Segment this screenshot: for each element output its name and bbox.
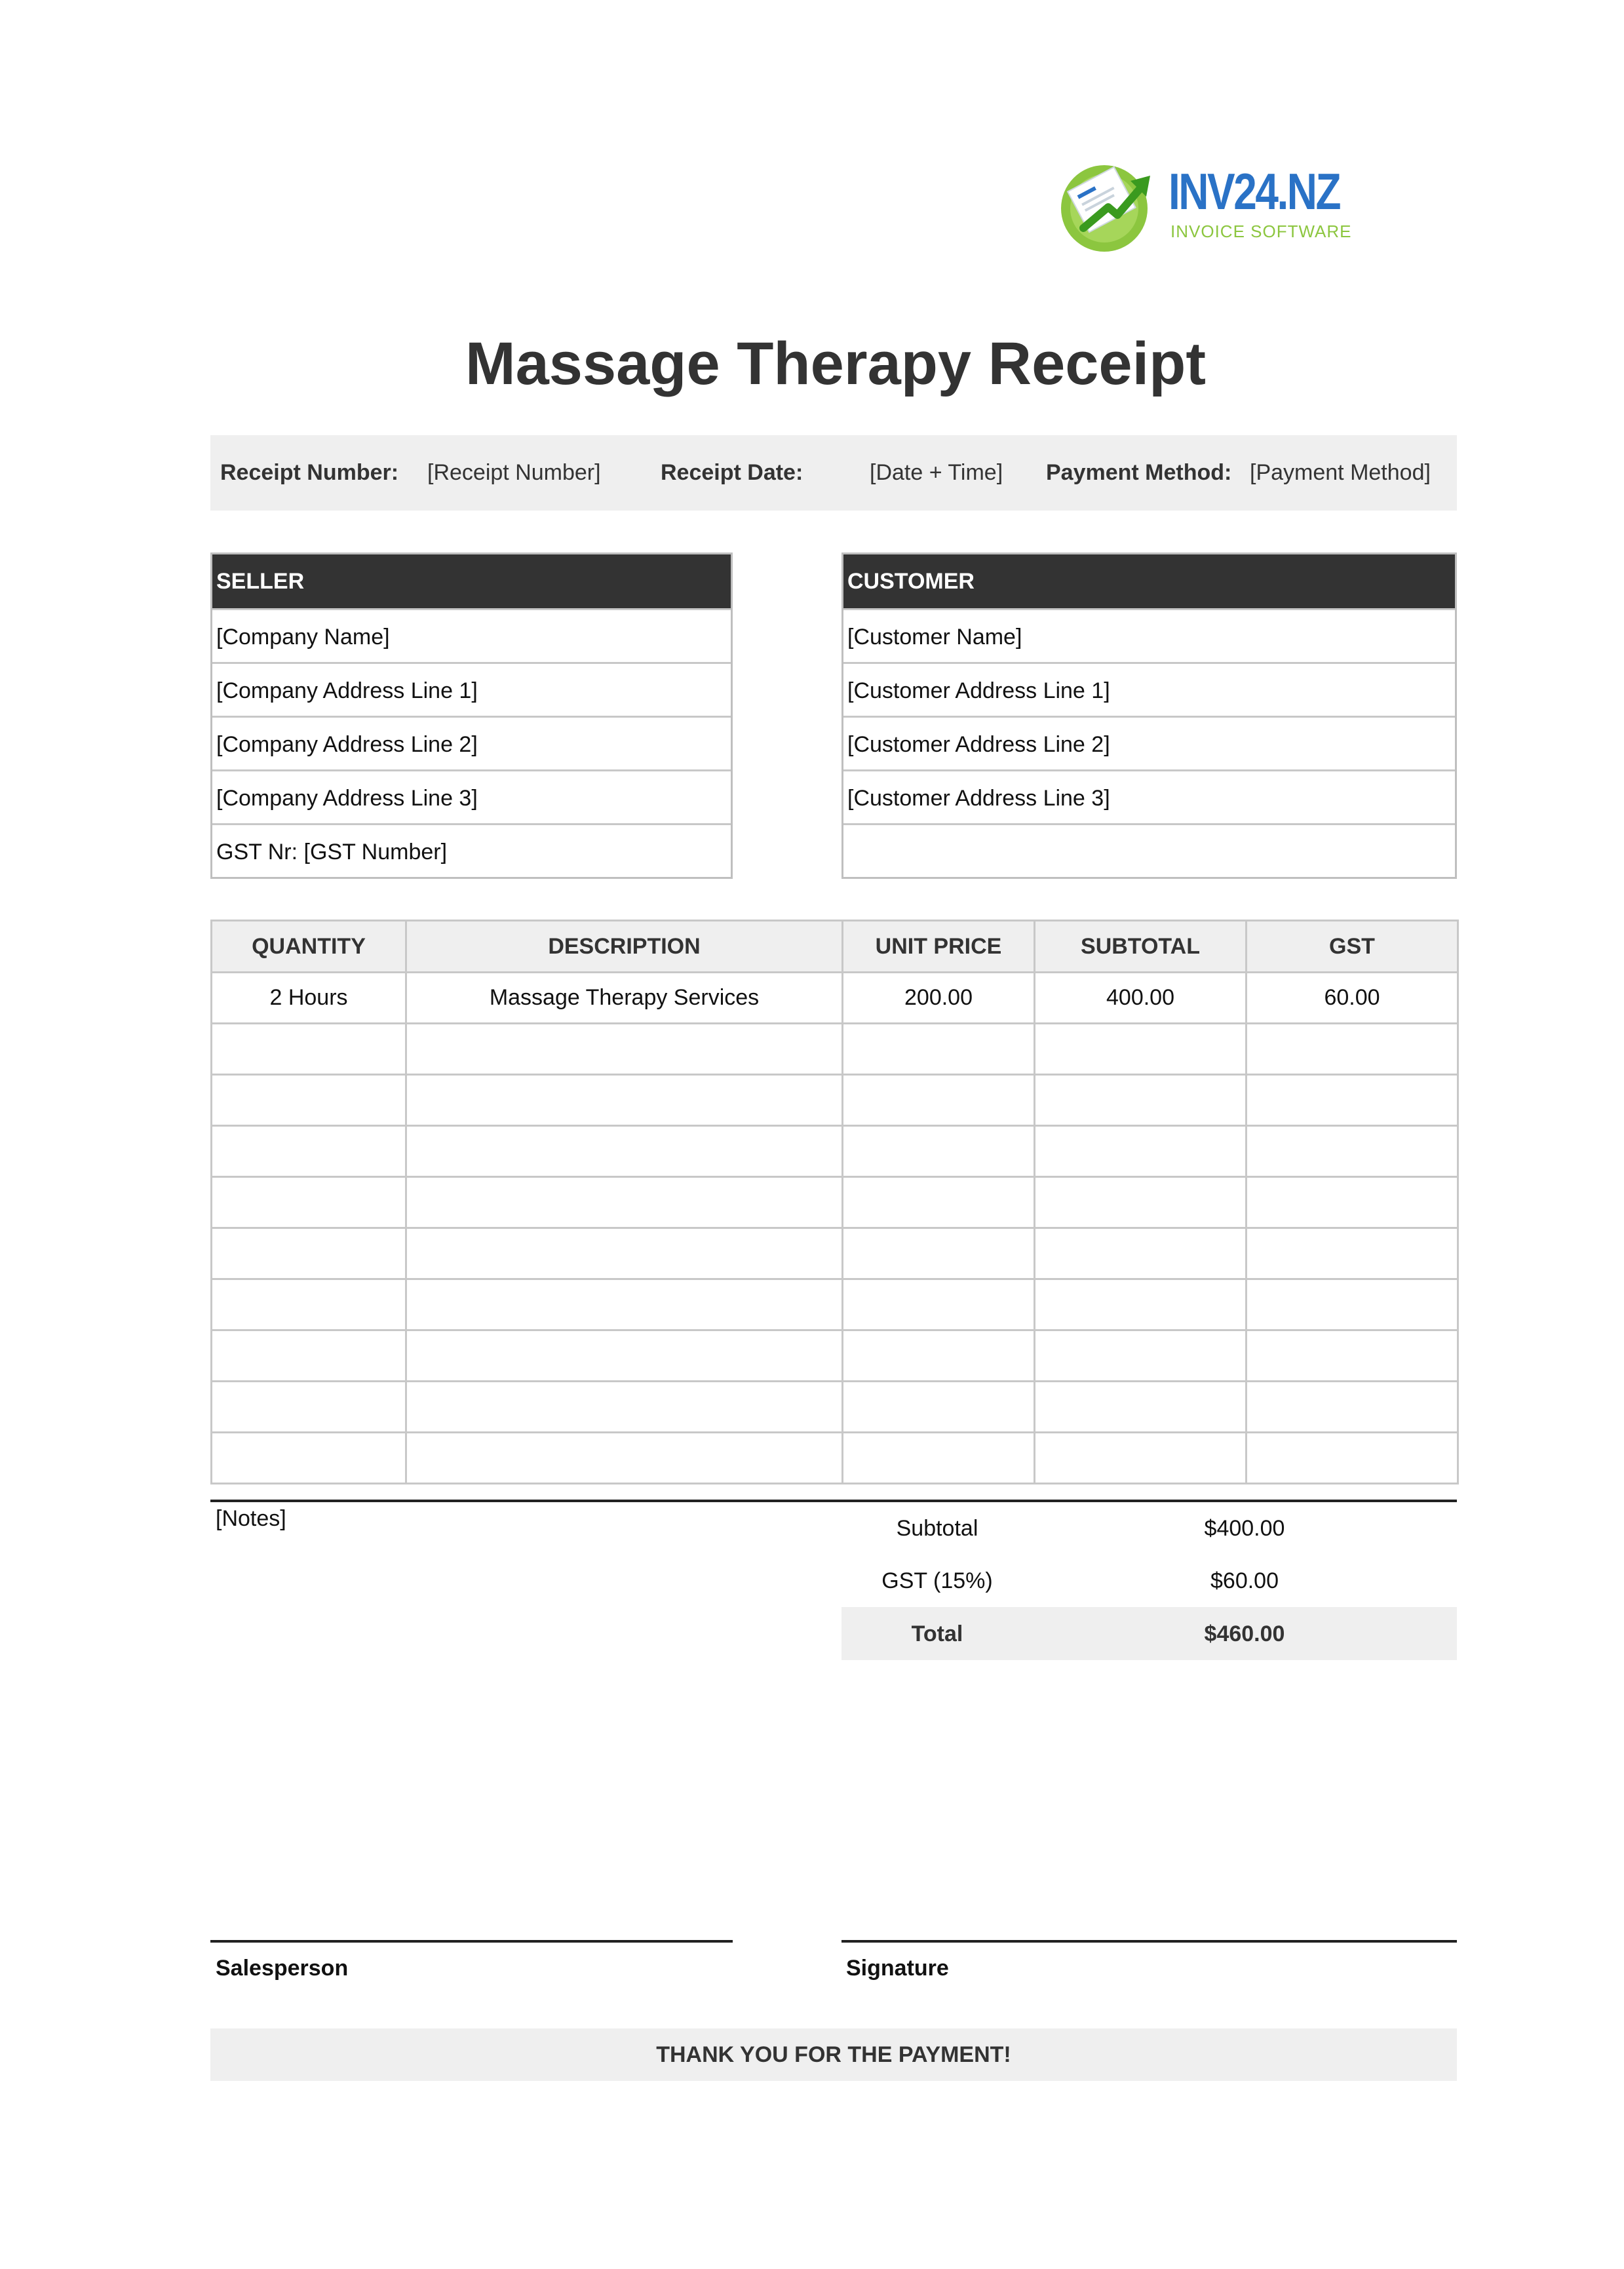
cell-description	[406, 1382, 843, 1433]
header-subtotal: SUBTOTAL	[1035, 921, 1247, 973]
total-value: $460.00	[1204, 1621, 1285, 1646]
table-row	[212, 973, 1458, 1024]
cell-unit-price	[843, 1433, 1035, 1484]
cell-quantity	[212, 1177, 406, 1228]
customer-extra-line	[843, 823, 1455, 877]
cell-description	[406, 1126, 843, 1177]
cell-unit-price: 200.00	[843, 973, 1035, 1024]
receipt-date-label: Receipt Date:	[661, 460, 803, 485]
cell-unit-price	[843, 1075, 1035, 1126]
cell-gst	[1247, 1075, 1458, 1126]
payment-method-label: Payment Method:	[1046, 460, 1232, 485]
cell-subtotal	[1035, 1279, 1247, 1330]
cell-description: Massage Therapy Services	[406, 973, 843, 1024]
header-quantity: QUANTITY	[212, 921, 406, 973]
table-row	[212, 1177, 1458, 1228]
cell-quantity	[212, 1228, 406, 1279]
cell-unit-price	[843, 1330, 1035, 1382]
cell-quantity	[212, 1024, 406, 1075]
salesperson-line	[210, 1940, 733, 1943]
receipt-number-value: [Receipt Number]	[427, 460, 601, 485]
cell-unit-price	[843, 1228, 1035, 1279]
cell-gst	[1247, 1433, 1458, 1484]
header-description: DESCRIPTION	[406, 921, 843, 973]
cell-unit-price	[843, 1382, 1035, 1433]
cell-description	[406, 1177, 843, 1228]
cell-quantity: 2 Hours	[212, 973, 406, 1024]
cell-quantity	[212, 1382, 406, 1433]
subtotal-label: Subtotal	[896, 1516, 978, 1541]
gst-value: $60.00	[1210, 1568, 1279, 1593]
cell-gst	[1247, 1228, 1458, 1279]
seller-address-line-3: [Company Address Line 3]	[212, 769, 731, 823]
customer-header: CUSTOMER	[843, 554, 1455, 608]
cell-gst	[1247, 1382, 1458, 1433]
items-table	[210, 920, 1459, 1484]
seller-header: SELLER	[212, 554, 731, 608]
company-logo	[1057, 156, 1359, 254]
receipt-number-label: Receipt Number:	[220, 460, 399, 485]
table-row	[212, 1126, 1458, 1177]
cell-description	[406, 1024, 843, 1075]
cell-unit-price	[843, 1024, 1035, 1075]
subtotal-value: $400.00	[1204, 1516, 1285, 1541]
table-row	[212, 1382, 1458, 1433]
seller-gst-number: GST Nr: [GST Number]	[212, 823, 731, 877]
cell-subtotal	[1035, 1126, 1247, 1177]
cell-description	[406, 1075, 843, 1126]
seller-box	[210, 553, 733, 879]
cell-gst	[1247, 1330, 1458, 1382]
notes-text: [Notes]	[216, 1506, 286, 1531]
cell-quantity	[212, 1433, 406, 1484]
table-row	[212, 1228, 1458, 1279]
table-row	[212, 1075, 1458, 1126]
table-row	[212, 1433, 1458, 1484]
logo-brand: INV24.NZ	[1169, 163, 1340, 220]
receipt-info-bar	[210, 435, 1457, 511]
table-row	[212, 1330, 1458, 1382]
cell-gst	[1247, 1177, 1458, 1228]
receipt-date-value: [Date + Time]	[870, 460, 1003, 485]
gst-label: GST (15%)	[881, 1568, 993, 1593]
cell-description	[406, 1330, 843, 1382]
logo-icon	[1057, 156, 1169, 254]
cell-description	[406, 1228, 843, 1279]
cell-subtotal	[1035, 1177, 1247, 1228]
cell-subtotal	[1035, 1382, 1247, 1433]
header-gst: GST	[1247, 921, 1458, 973]
salesperson-label: Salesperson	[216, 1956, 349, 1981]
cell-gst	[1247, 1126, 1458, 1177]
cell-quantity	[212, 1279, 406, 1330]
customer-name: [Customer Name]	[843, 608, 1455, 662]
signature-label: Signature	[846, 1956, 949, 1981]
table-row	[212, 1279, 1458, 1330]
cell-gst	[1247, 1024, 1458, 1075]
total-label: Total	[911, 1621, 963, 1646]
cell-subtotal	[1035, 1433, 1247, 1484]
page-title: Massage Therapy Receipt	[465, 330, 1206, 397]
cell-unit-price	[843, 1279, 1035, 1330]
customer-address-line-3: [Customer Address Line 3]	[843, 769, 1455, 823]
cell-description	[406, 1279, 843, 1330]
cell-quantity	[212, 1330, 406, 1382]
cell-subtotal	[1035, 1075, 1247, 1126]
seller-address-line-2: [Company Address Line 2]	[212, 716, 731, 769]
cell-gst	[1247, 1279, 1458, 1330]
payment-method-value: [Payment Method]	[1250, 460, 1431, 485]
cell-subtotal	[1035, 1024, 1247, 1075]
cell-quantity	[212, 1075, 406, 1126]
seller-address-line-1: [Company Address Line 1]	[212, 662, 731, 716]
cell-unit-price	[843, 1177, 1035, 1228]
cell-unit-price	[843, 1126, 1035, 1177]
cell-description	[406, 1433, 843, 1484]
signature-line	[841, 1940, 1457, 1943]
customer-address-line-1: [Customer Address Line 1]	[843, 662, 1455, 716]
seller-company-name: [Company Name]	[212, 608, 731, 662]
cell-gst: 60.00	[1247, 973, 1458, 1024]
customer-box	[841, 553, 1457, 879]
logo-tagline: INVOICE SOFTWARE	[1170, 222, 1352, 241]
items-header-row	[212, 921, 1458, 973]
header-unit-price: UNIT PRICE	[843, 921, 1035, 973]
customer-address-line-2: [Customer Address Line 2]	[843, 716, 1455, 769]
cell-subtotal: 400.00	[1035, 973, 1247, 1024]
cell-quantity	[212, 1126, 406, 1177]
thank-you-footer: THANK YOU FOR THE PAYMENT!	[210, 2028, 1457, 2081]
cell-subtotal	[1035, 1228, 1247, 1279]
table-row	[212, 1024, 1458, 1075]
cell-subtotal	[1035, 1330, 1247, 1382]
